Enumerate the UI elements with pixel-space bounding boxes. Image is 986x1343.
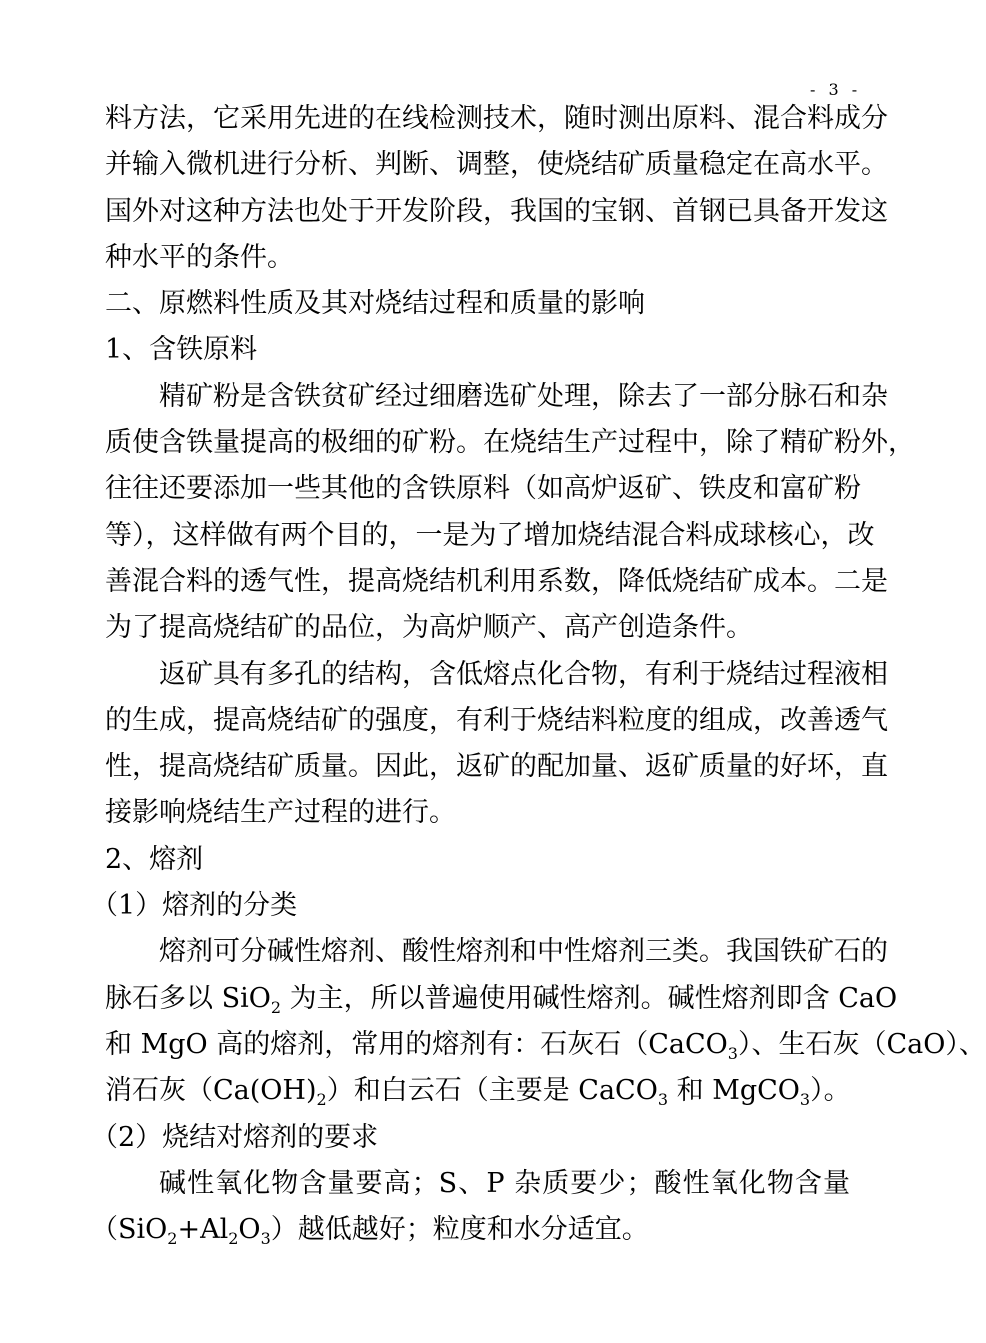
- text-line: 精矿粉是含铁贫矿经过细磨选矿处理，除去了一部分脉石和杂: [159, 380, 888, 412]
- text-line: 性，提高烧结矿质量。因此，返矿的配加量、返矿质量的好坏，直: [105, 751, 888, 783]
- subscript: 2: [270, 997, 282, 1017]
- text-line: 返矿具有多孔的结构，含低熔点化合物，有利于烧结过程液相: [159, 658, 888, 690]
- text-line: 并输入微机进行分析、判断、调整，使烧结矿质量稳定在高水平。: [105, 149, 888, 181]
- text-line: 1、含铁原料: [105, 334, 258, 366]
- section-heading: （2）烧结对熔剂的要求: [91, 1121, 379, 1153]
- text-line: （1）熔剂的分类: [91, 890, 298, 922]
- text-line: 接影响烧结生产过程的进行。: [105, 797, 456, 829]
- text-line: 料方法，它采用先进的在线检测技术，随时测出原料、混合料成分: [105, 103, 888, 134]
- text-line: [105, 1068, 850, 1114]
- subscript: 2: [228, 1229, 239, 1249]
- text-line: 善混合料的透气性，提高烧结机利用系数，降低烧结矿成本。二是: [105, 565, 888, 597]
- text-run: O: [238, 1214, 261, 1246]
- text-line: 碱性氧化物含量要高；S、P 杂质要少；酸性氧化物含量: [159, 1167, 850, 1199]
- subscript: 3: [727, 1043, 738, 1063]
- text-line: 熔剂可分碱性熔剂、酸性熔剂和中性熔剂三类。我国铁矿石的: [159, 936, 888, 968]
- paragraph-lines: [91, 96, 915, 976]
- text-run: 和 MgCO: [668, 1075, 800, 1107]
- text-run: ）。: [810, 1075, 851, 1107]
- text-run: +Al: [177, 1214, 229, 1246]
- subscript: 3: [260, 1229, 271, 1249]
- text-run: 消石灰（Ca(OH): [105, 1075, 317, 1107]
- document-body: [91, 96, 986, 1253]
- text-line: 二、原燃料性质及其对烧结过程和质量的影响: [105, 288, 645, 320]
- text-run: ）、生石灰（CaO）、: [737, 1028, 986, 1060]
- text-line: [105, 976, 898, 1022]
- text-run: ）和白云石（主要是 CaCO: [326, 1075, 658, 1107]
- text-line: 等），这样做有两个目的，一是为了增加烧结混合料成球核心，改: [105, 519, 875, 551]
- text-run: 脉石多以 SiO: [105, 982, 271, 1014]
- text-line: 国外对这种方法也处于开发阶段，我国的宝钢、首钢已具备开发这: [105, 195, 888, 227]
- text-run: 为主，所以普遍使用碱性熔剂。碱性熔剂即含 CaO: [281, 982, 898, 1014]
- text-line: 2、熔剂: [105, 843, 204, 875]
- text-run: ）越低越好；粒度和水分适宜。: [270, 1214, 649, 1246]
- text-line: 为了提高烧结矿的品位，为高炉顺产、高产创造条件。: [105, 612, 753, 644]
- text-line: [105, 1022, 986, 1068]
- text-line: 往往还要添加一些其他的含铁原料（如高炉返矿、铁皮和富矿粉: [105, 473, 861, 505]
- text-run: 和 MgO 高的熔剂，常用的熔剂有：石灰石（CaCO: [105, 1028, 728, 1060]
- text-line: 的生成，提高烧结矿的强度，有利于烧结料粒度的组成，改善透气: [105, 704, 888, 736]
- text-run: （SiO: [91, 1214, 168, 1246]
- subscript: 3: [799, 1090, 811, 1110]
- subscript: 2: [167, 1229, 178, 1249]
- subscript: 2: [316, 1090, 327, 1110]
- page-number: - 3 -: [810, 80, 862, 99]
- text-line: 质使含铁量提高的极细的矿粉。在烧结生产过程中，除了精矿粉外，: [105, 427, 915, 459]
- text-line: [91, 1207, 850, 1253]
- text-line: 种水平的条件。: [105, 241, 294, 273]
- subscript: 3: [657, 1090, 669, 1110]
